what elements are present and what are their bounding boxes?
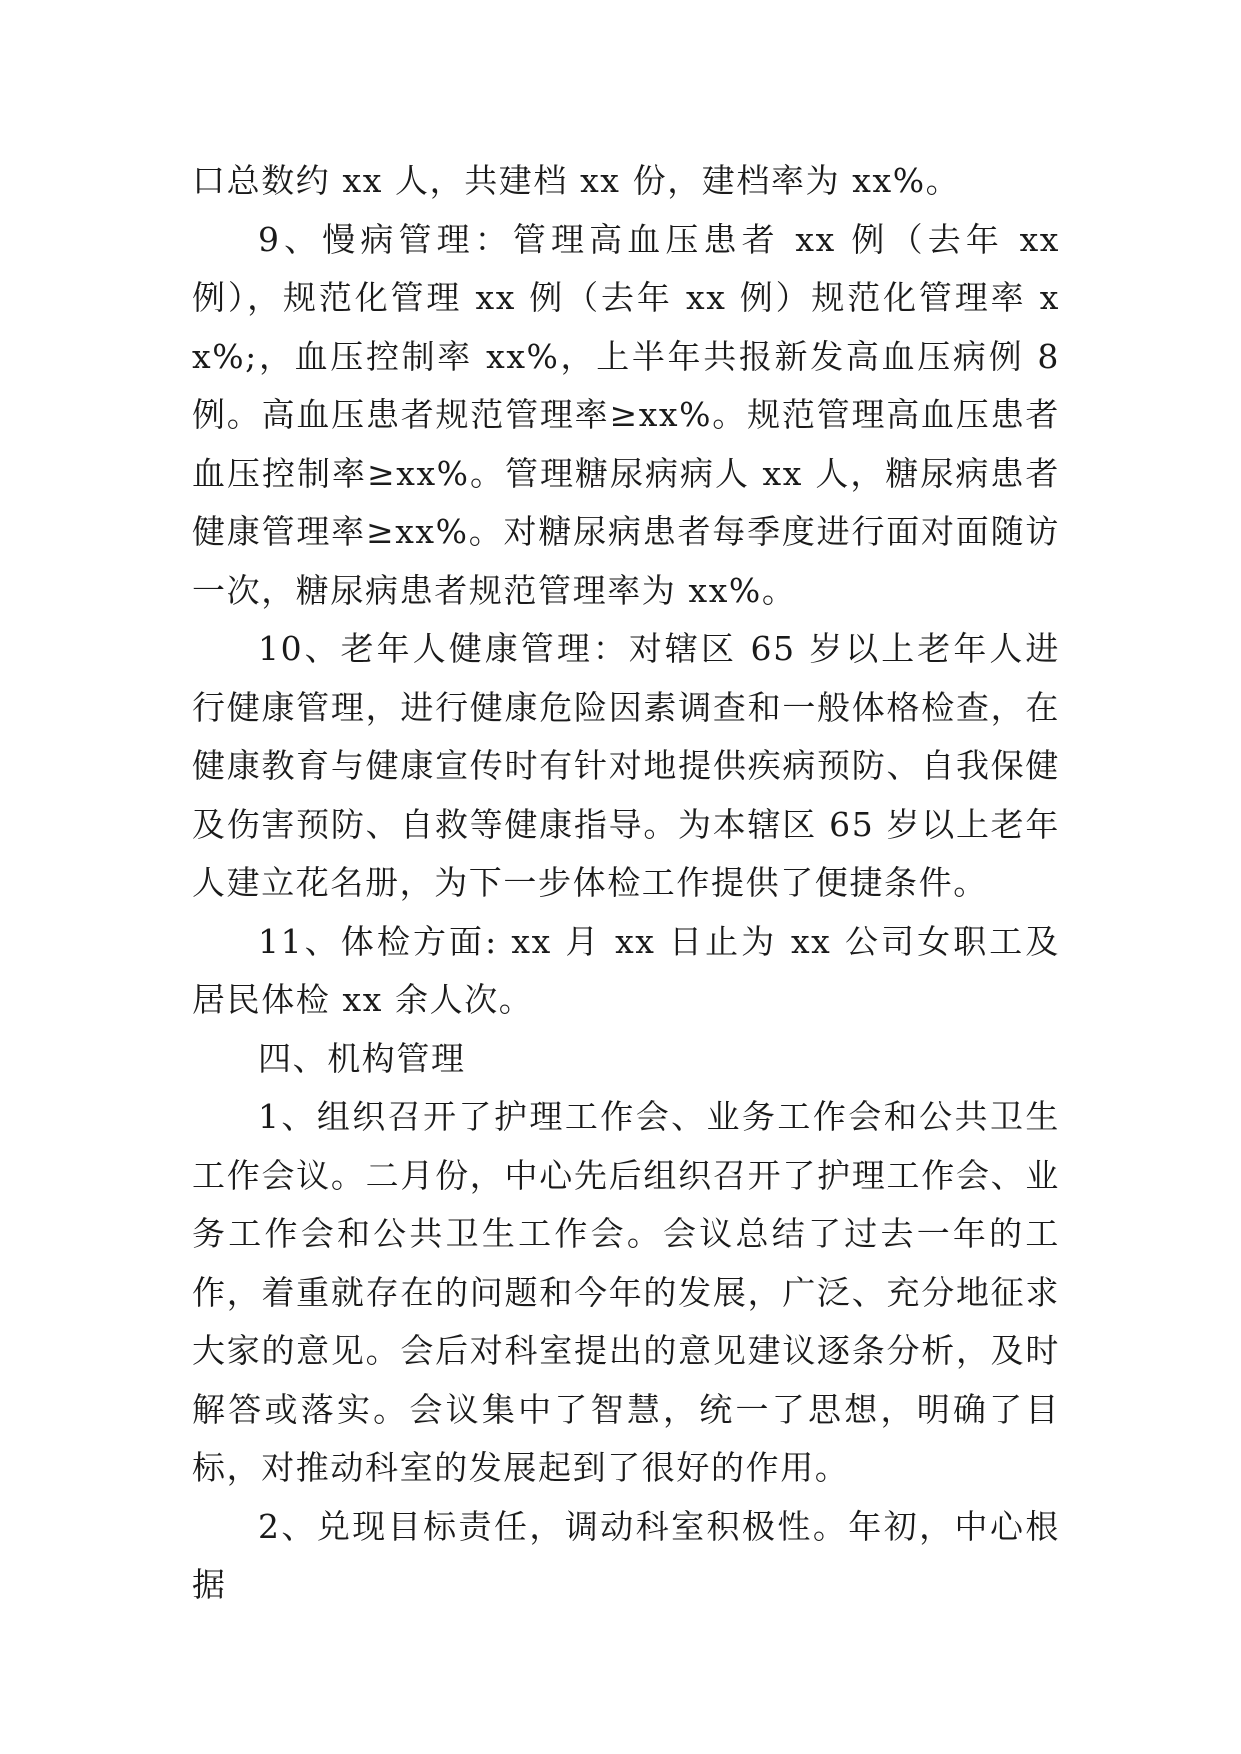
paragraph-continuation: 口总数约 xx 人，共建档 xx 份，建档率为 xx%。 <box>192 161 961 200</box>
paragraph-meetings: 1、组织召开了护理工作会、业务工作会和公共卫生工作会议。二月份，中心先后组织召开了护理工作会、业务工作会和公共卫生工作会。会议总结了过去一年的工作，着重就存在的问题和今年的发展，广泛、充分地征求大家的意见。会后对科室提出的意见建议逐条分析，及时解答或落实。会议集中了智慧，统一了思想，明确了目标，对推动科室的发展起到了很好的作用。 <box>192 1097 1060 1487</box>
document-body <box>192 152 1060 1615</box>
paragraph-chronic-disease: 9、慢病管理：管理高血压患者 xx 例（去年 xx 例），规范化管理 xx 例（去年 xx 例）规范化管理率 xx%;，血压控制率 xx%，上半年共报新发高血压病例 8 例。高血压患者规范管理率≥xx%。规范管理高血压患者血压控制率≥xx%。管理糖尿病病人 xx 人，糖尿病患者健康管理率≥xx%。对糖尿病患者每季度进行面对面随访一次，糖尿病患者规范管理率为 xx%。 <box>192 219 1060 610</box>
section-heading: 四、机构管理 <box>258 1038 466 1078</box>
paragraph-elderly-health: 10、老年人健康管理：对辖区 65 岁以上老年人进行健康管理，进行健康危险因素调查和一般体格检查，在健康教育与健康宣传时有针对地提供疾病预防、自我保健及伤害预防、自救等健康指导。为本辖区 65 岁以上老年人建立花名册，为下一步体检工作提供了便捷条件。 <box>192 629 1060 902</box>
paragraph-target-responsibility: 2、兑现目标责任，调动科室积极性。年初，中心根据 <box>192 1506 1060 1604</box>
paragraph-physical-exam: 11、体检方面: xx 月 xx 日止为 xx 公司女职工及居民体检 xx 余人次。 <box>192 921 1060 1019</box>
